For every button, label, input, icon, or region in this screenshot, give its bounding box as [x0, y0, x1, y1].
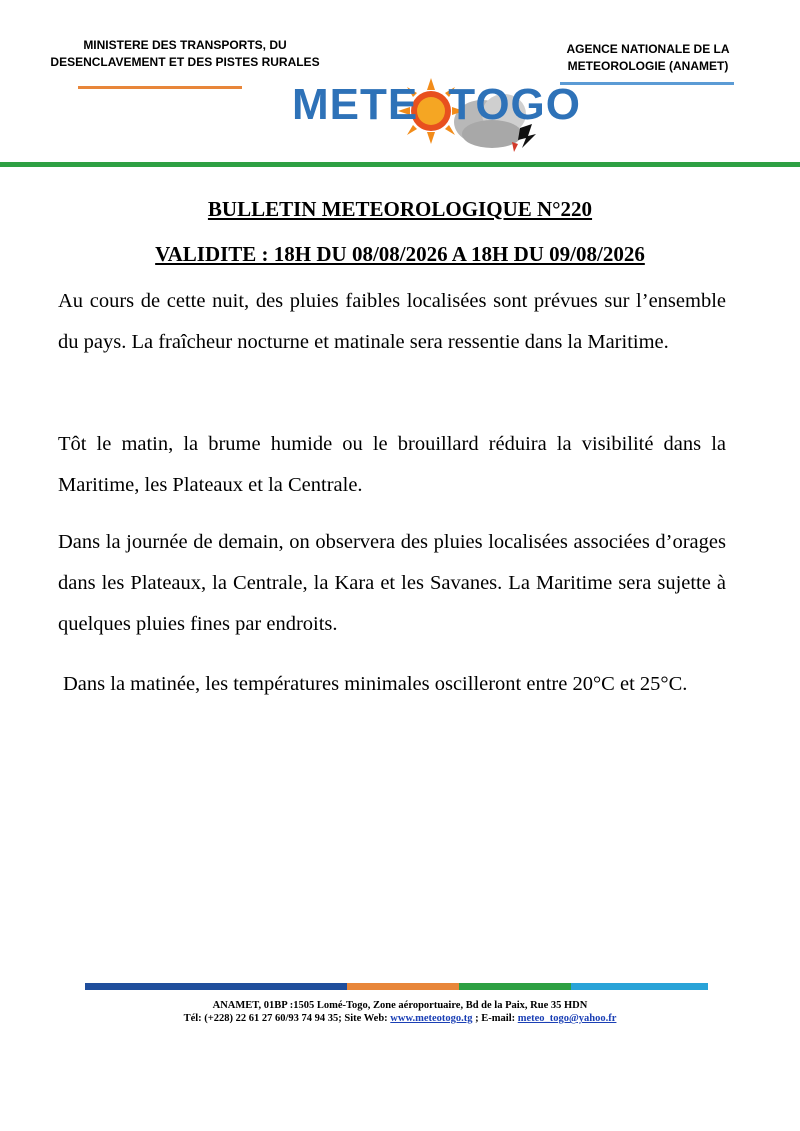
paragraph-4-text: Dans la matinée, les températures minimales oscilleront entre 20°C et 25°C.: [63, 673, 688, 695]
footer-address: ANAMET, 01BP :1505 Lomé-Togo, Zone aéroportuaire, Bd de la Paix, Rue 35 HDN: [212, 1000, 588, 1011]
footer-bar-orange: [347, 983, 459, 990]
logo-text-right: TOGO: [448, 80, 581, 129]
agency-line-2: METEOROLOGIE (ANAMET): [567, 59, 729, 73]
paragraph-2-text: Tôt le matin, la brume humide ou le brouillard réduira la visibilité dans la Maritime, les Plateaux et la Centrale.: [58, 433, 726, 496]
paragraph-temperatures: [58, 664, 726, 705]
paragraph-morning: [58, 424, 726, 506]
email-link[interactable]: meteo_togo@yahoo.fr: [517, 1013, 617, 1024]
agency-line-1: AGENCE NATIONALE DE LA: [566, 42, 730, 56]
ministry-line-1: MINISTERE DES TRANSPORTS, DU: [83, 38, 287, 52]
footer-bar-green: [459, 983, 571, 990]
meteotogo-logo: [292, 80, 581, 130]
paragraph-3-text: Dans la journée de demain, on observera des pluies localisées associées d’orages dans les Plateaux, la Centrale, la Kara et les Savanes. La Maritime sera sujette à quelques pluies fines par endroits.: [58, 531, 726, 635]
header-divider: [0, 162, 800, 167]
footer-email-label: ; E-mail:: [472, 1013, 518, 1024]
footer-bar-cyan: [571, 983, 708, 990]
footer-color-bar: [85, 983, 708, 990]
agency-header: [548, 41, 748, 75]
paragraph-night: [58, 281, 726, 363]
logo-text-left: METE: [292, 80, 419, 129]
ministry-header: [40, 37, 330, 71]
ministry-line-2: DESENCLAVEMENT ET DES PISTES RURALES: [50, 55, 320, 69]
footer-contact: [0, 1012, 800, 1026]
paragraph-1-text: Au cours de cette nuit, des pluies faibles localisées sont prévues sur l’ensemble du pays. La fraîcheur nocturne et matinale sera ressentie dans la Maritime.: [58, 290, 726, 353]
paragraph-day: [58, 522, 726, 645]
footer-bar-blue: [85, 983, 347, 990]
bulletin-title: BULLETIN METEOROLOGIQUE N°220: [207, 197, 593, 221]
orange-rule: [78, 86, 242, 89]
blue-rule: [560, 82, 734, 85]
validity-line: VALIDITE : 18H DU 08/08/2026 A 18H DU 09/08/2026: [155, 242, 645, 266]
footer-phone: Tél: (+228) 22 61 27 60/93 74 94 35; Site Web:: [183, 1013, 391, 1024]
website-link[interactable]: www.meteotogo.tg: [390, 1013, 473, 1024]
